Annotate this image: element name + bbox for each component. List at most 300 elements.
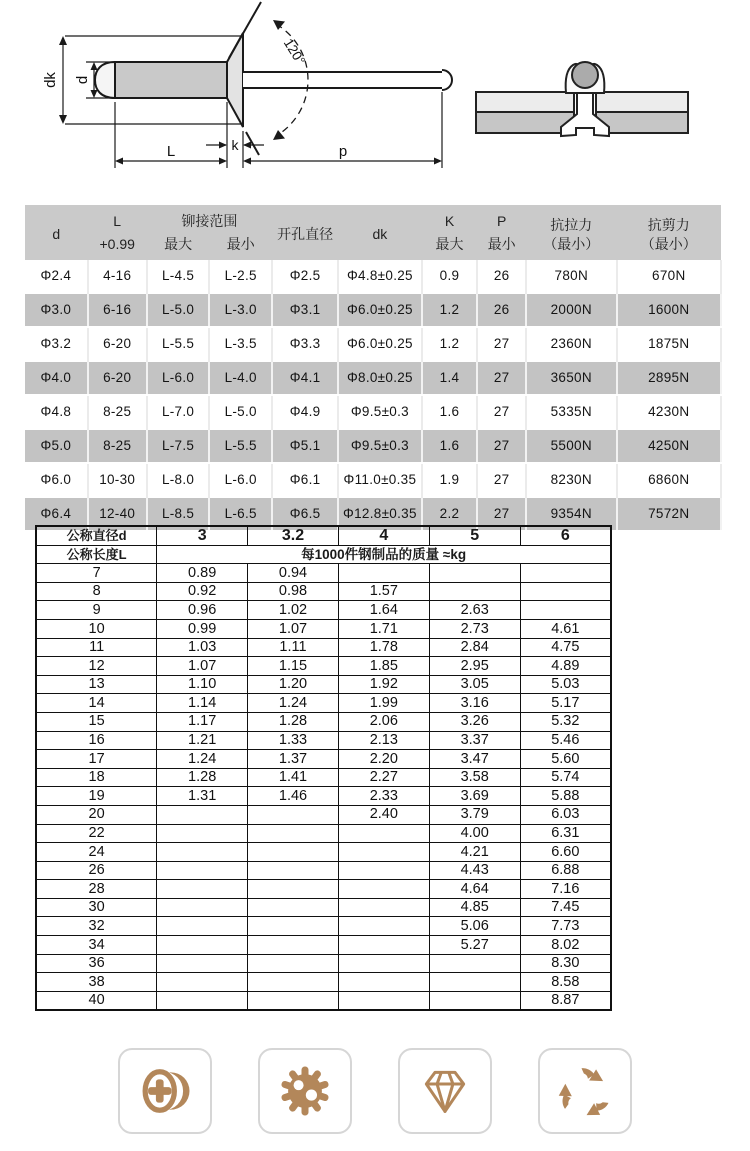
- plate-top-left: [476, 92, 574, 112]
- table-cell: 4.64: [429, 880, 520, 899]
- table-cell: 8-25: [88, 429, 147, 463]
- table-cell: 4.21: [429, 843, 520, 862]
- table-cell: 12: [36, 657, 157, 676]
- table-cell: 17: [36, 750, 157, 769]
- table-cell: 27: [477, 463, 526, 497]
- diameter-3: 3: [157, 526, 248, 545]
- col-P: P: [477, 205, 526, 233]
- table-row: [36, 917, 611, 936]
- tensile-label: 抗拉力: [550, 217, 593, 233]
- table-row: [36, 619, 611, 638]
- table-cell: [520, 564, 611, 583]
- table-cell: [338, 954, 429, 973]
- table-cell: 6-16: [88, 293, 147, 327]
- table-cell: 14: [36, 694, 157, 713]
- col-shear: [617, 205, 721, 260]
- dim-label-k: k: [231, 137, 239, 153]
- diameter-4: 4: [338, 526, 429, 545]
- table-row: [36, 731, 611, 750]
- table-cell: 5.60: [520, 750, 611, 769]
- table-cell: 1.20: [248, 675, 339, 694]
- table-cell: 1.37: [248, 750, 339, 769]
- table-cell: 5.27: [429, 936, 520, 955]
- mandrel-stem: [243, 72, 442, 88]
- table-cell: [338, 564, 429, 583]
- table-cell: 13: [36, 675, 157, 694]
- table-cell: 6860N: [617, 463, 721, 497]
- table-cell: 7572N: [617, 497, 721, 531]
- table-cell: 2.40: [338, 805, 429, 824]
- table-cell: [157, 898, 248, 917]
- table-cell: 4230N: [617, 395, 721, 429]
- table-cell: Φ5.0: [25, 429, 88, 463]
- table-row: [36, 750, 611, 769]
- table-cell: 2.27: [338, 768, 429, 787]
- table-cell: [338, 917, 429, 936]
- table-cell: 10-30: [88, 463, 147, 497]
- table-cell: Φ4.8±0.25: [338, 260, 422, 293]
- table-cell: L-5.5: [209, 429, 272, 463]
- table-cell: L-2.5: [209, 260, 272, 293]
- table-cell: 20: [36, 805, 157, 824]
- spec-table-body: [25, 260, 721, 531]
- table-cell: Φ8.0±0.25: [338, 361, 422, 395]
- table-cell: 1.24: [157, 750, 248, 769]
- gear-icon: [277, 1063, 333, 1119]
- table-cell: 0.98: [248, 582, 339, 601]
- feature-badge-gear: [258, 1048, 352, 1134]
- table-cell: Φ6.1: [272, 463, 338, 497]
- table-cell: 26: [477, 293, 526, 327]
- table-cell: Φ6.0±0.25: [338, 293, 422, 327]
- table-cell: 4.00: [429, 824, 520, 843]
- table-row: [36, 675, 611, 694]
- table-cell: 1600N: [617, 293, 721, 327]
- table-cell: 2.33: [338, 787, 429, 806]
- table-row: [25, 260, 721, 293]
- col-hole-diameter: 开孔直径: [272, 205, 338, 260]
- table-cell: [429, 582, 520, 601]
- table-cell: 2.2: [422, 497, 478, 531]
- table-cell: [157, 973, 248, 992]
- table-cell: Φ3.0: [25, 293, 88, 327]
- table-cell: [157, 805, 248, 824]
- table-cell: [248, 991, 339, 1010]
- table-cell: 10: [36, 619, 157, 638]
- table-cell: [157, 824, 248, 843]
- table-cell: [248, 824, 339, 843]
- table-cell: [520, 601, 611, 620]
- table-cell: 5.46: [520, 731, 611, 750]
- table-row: [36, 694, 611, 713]
- table-cell: 27: [477, 361, 526, 395]
- table-cell: 1.57: [338, 582, 429, 601]
- col-P-min: 最小: [477, 233, 526, 260]
- table-cell: 6.88: [520, 861, 611, 880]
- table-cell: [248, 954, 339, 973]
- table-cell: Φ6.0±0.25: [338, 327, 422, 361]
- dim-label-dk: dk: [42, 72, 59, 88]
- table-cell: 1.28: [157, 768, 248, 787]
- table-cell: [157, 843, 248, 862]
- table-cell: 4-16: [88, 260, 147, 293]
- table-cell: L-8.0: [147, 463, 210, 497]
- table-row: [36, 768, 611, 787]
- table-cell: [429, 954, 520, 973]
- table-cell: 670N: [617, 260, 721, 293]
- weight-table-header: [36, 526, 611, 564]
- col-K-max: 最大: [422, 233, 478, 260]
- table-cell: [248, 880, 339, 899]
- table-cell: L-6.0: [147, 361, 210, 395]
- col-L: L: [88, 205, 147, 233]
- table-cell: Φ6.0: [25, 463, 88, 497]
- table-cell: 1.07: [248, 619, 339, 638]
- table-cell: 2.95: [429, 657, 520, 676]
- rivet-body: [115, 62, 227, 98]
- table-cell: 30: [36, 898, 157, 917]
- table-row: [36, 880, 611, 899]
- weight-subtitle: 每1000件钢制品的质量 ≈kg: [157, 545, 611, 564]
- table-row: [36, 805, 611, 824]
- rivet-dimension-diagram: [10, 0, 470, 190]
- table-cell: 4.43: [429, 861, 520, 880]
- table-cell: 1.85: [338, 657, 429, 676]
- table-cell: 3.05: [429, 675, 520, 694]
- table-cell: 5335N: [526, 395, 616, 429]
- table-cell: 5.03: [520, 675, 611, 694]
- corner-nominal-diameter: 公称直径d: [36, 526, 157, 545]
- table-cell: 2895N: [617, 361, 721, 395]
- table-cell: L-5.0: [147, 293, 210, 327]
- col-L-tolerance: +0.99: [88, 233, 147, 260]
- table-cell: 6.31: [520, 824, 611, 843]
- table-row: [36, 861, 611, 880]
- table-cell: [338, 991, 429, 1010]
- table-cell: 8.02: [520, 936, 611, 955]
- table-cell: 6.03: [520, 805, 611, 824]
- table-cell: L-7.5: [147, 429, 210, 463]
- table-cell: 1.14: [157, 694, 248, 713]
- table-cell: 8.58: [520, 973, 611, 992]
- table-cell: 6-20: [88, 361, 147, 395]
- weight-table: [35, 525, 612, 1011]
- table-row: [25, 395, 721, 429]
- shear-label: 抗剪力: [647, 217, 690, 233]
- table-cell: 4.89: [520, 657, 611, 676]
- table-cell: L-5.5: [147, 327, 210, 361]
- table-row: [36, 638, 611, 657]
- table-cell: [157, 917, 248, 936]
- table-cell: 38: [36, 973, 157, 992]
- table-row: [36, 843, 611, 862]
- table-cell: 1.10: [157, 675, 248, 694]
- table-cell: 5500N: [526, 429, 616, 463]
- table-cell: L-7.0: [147, 395, 210, 429]
- col-dk: dk: [338, 205, 422, 260]
- table-cell: 780N: [526, 260, 616, 293]
- table-cell: 19: [36, 787, 157, 806]
- table-cell: 0.99: [157, 619, 248, 638]
- table-cell: 1.99: [338, 694, 429, 713]
- table-cell: 27: [477, 395, 526, 429]
- mandrel-head-dome: [95, 62, 115, 98]
- table-cell: 1.64: [338, 601, 429, 620]
- table-cell: 4.85: [429, 898, 520, 917]
- table-cell: 1.2: [422, 327, 478, 361]
- table-cell: 0.89: [157, 564, 248, 583]
- table-cell: 11: [36, 638, 157, 657]
- table-cell: L-3.5: [209, 327, 272, 361]
- table-cell: 2.13: [338, 731, 429, 750]
- table-row: [36, 824, 611, 843]
- spec-table-header: [25, 205, 721, 260]
- table-cell: Φ6.4: [25, 497, 88, 531]
- table-cell: 3.16: [429, 694, 520, 713]
- col-rivet-range: 铆接范围: [147, 205, 272, 233]
- col-range-max: 最大: [147, 233, 210, 260]
- table-cell: 7.45: [520, 898, 611, 917]
- table-cell: L-6.5: [209, 497, 272, 531]
- table-cell: [157, 954, 248, 973]
- feature-badge-diamond: [398, 1048, 492, 1134]
- table-cell: Φ4.9: [272, 395, 338, 429]
- table-cell: Φ4.0: [25, 361, 88, 395]
- table-cell: 0.96: [157, 601, 248, 620]
- table-row: [36, 582, 611, 601]
- table-cell: Φ12.8±0.35: [338, 497, 422, 531]
- table-row: [36, 898, 611, 917]
- table-cell: 7.16: [520, 880, 611, 899]
- table-cell: 3.47: [429, 750, 520, 769]
- diameter-5: 5: [429, 526, 520, 545]
- table-cell: 6-20: [88, 327, 147, 361]
- table-cell: L-5.0: [209, 395, 272, 429]
- table-cell: 8.30: [520, 954, 611, 973]
- table-cell: Φ9.5±0.3: [338, 395, 422, 429]
- table-cell: [338, 880, 429, 899]
- table-cell: 1.6: [422, 395, 478, 429]
- table-cell: 9354N: [526, 497, 616, 531]
- table-cell: [338, 936, 429, 955]
- table-row: [25, 327, 721, 361]
- col-K: K: [422, 205, 478, 233]
- table-cell: 8.87: [520, 991, 611, 1010]
- table-cell: [248, 917, 339, 936]
- table-cell: 28: [36, 880, 157, 899]
- table-cell: Φ4.1: [272, 361, 338, 395]
- table-cell: [157, 861, 248, 880]
- table-cell: [248, 973, 339, 992]
- table-cell: Φ2.4: [25, 260, 88, 293]
- table-cell: L-3.0: [209, 293, 272, 327]
- table-cell: 12-40: [88, 497, 147, 531]
- angle-label: 120°: [280, 35, 309, 68]
- table-cell: [429, 973, 520, 992]
- table-cell: 1.17: [157, 712, 248, 731]
- table-cell: Φ3.2: [25, 327, 88, 361]
- table-cell: [520, 582, 611, 601]
- table-cell: 1.6: [422, 429, 478, 463]
- table-row: [25, 429, 721, 463]
- table-cell: 1.03: [157, 638, 248, 657]
- table-row: [36, 564, 611, 583]
- table-cell: 16: [36, 731, 157, 750]
- table-cell: 5.88: [520, 787, 611, 806]
- table-cell: [248, 861, 339, 880]
- table-cell: 1.28: [248, 712, 339, 731]
- table-cell: 1.92: [338, 675, 429, 694]
- table-row: [25, 463, 721, 497]
- table-cell: L-8.5: [147, 497, 210, 531]
- table-cell: 5.32: [520, 712, 611, 731]
- table-cell: 1.15: [248, 657, 339, 676]
- diameter-3-2: 3.2: [248, 526, 339, 545]
- table-cell: [157, 936, 248, 955]
- table-cell: 1.24: [248, 694, 339, 713]
- table-cell: 2.73: [429, 619, 520, 638]
- table-cell: 2.20: [338, 750, 429, 769]
- table-cell: [429, 564, 520, 583]
- table-cell: 8230N: [526, 463, 616, 497]
- table-cell: L-4.5: [147, 260, 210, 293]
- table-cell: Φ9.5±0.3: [338, 429, 422, 463]
- table-cell: 1.78: [338, 638, 429, 657]
- table-cell: 0.92: [157, 582, 248, 601]
- table-cell: Φ3.1: [272, 293, 338, 327]
- table-cell: 36: [36, 954, 157, 973]
- table-cell: 34: [36, 936, 157, 955]
- plate-bottom-left: [476, 112, 574, 133]
- table-cell: [157, 991, 248, 1010]
- table-cell: L-6.0: [209, 463, 272, 497]
- table-cell: 1.41: [248, 768, 339, 787]
- table-row: [25, 361, 721, 395]
- dim-label-L: L: [166, 143, 176, 160]
- table-cell: 27: [477, 497, 526, 531]
- table-row: [36, 601, 611, 620]
- table-cell: [248, 936, 339, 955]
- table-cell: [157, 880, 248, 899]
- tensile-min-label: （最小）: [543, 235, 600, 252]
- feature-badge-recycle: [538, 1048, 632, 1134]
- table-cell: 0.94: [248, 564, 339, 583]
- spec-table: [25, 205, 722, 532]
- table-cell: Φ11.0±0.35: [338, 463, 422, 497]
- table-cell: [248, 805, 339, 824]
- table-cell: 3.58: [429, 768, 520, 787]
- table-row: [36, 991, 611, 1010]
- table-cell: 27: [477, 429, 526, 463]
- table-cell: 2.06: [338, 712, 429, 731]
- table-cell: 3.37: [429, 731, 520, 750]
- table-cell: 1.2: [422, 293, 478, 327]
- feature-icons: [0, 1048, 750, 1134]
- table-cell: 4.61: [520, 619, 611, 638]
- table-cell: 9: [36, 601, 157, 620]
- table-cell: 2.63: [429, 601, 520, 620]
- table-cell: 1.46: [248, 787, 339, 806]
- table-row: [36, 954, 611, 973]
- table-cell: 1.4: [422, 361, 478, 395]
- table-cell: Φ5.1: [272, 429, 338, 463]
- col-d: d: [25, 205, 88, 260]
- table-row: [36, 973, 611, 992]
- table-cell: [338, 824, 429, 843]
- table-cell: 3650N: [526, 361, 616, 395]
- screw-head-icon: [137, 1063, 193, 1119]
- table-row: [36, 712, 611, 731]
- table-row: [36, 657, 611, 676]
- rivet-installed-diagram: [470, 15, 700, 150]
- table-cell: [248, 898, 339, 917]
- table-cell: 7: [36, 564, 157, 583]
- table-cell: 1.9: [422, 463, 478, 497]
- table-cell: 5.06: [429, 917, 520, 936]
- table-row: [36, 787, 611, 806]
- table-cell: 1.31: [157, 787, 248, 806]
- dim-label-p: p: [338, 143, 348, 160]
- table-cell: 1.21: [157, 731, 248, 750]
- table-cell: 1.71: [338, 619, 429, 638]
- table-cell: 8-25: [88, 395, 147, 429]
- table-cell: 0.9: [422, 260, 478, 293]
- table-cell: [248, 843, 339, 862]
- table-cell: 1875N: [617, 327, 721, 361]
- table-cell: 6.60: [520, 843, 611, 862]
- table-cell: L-4.0: [209, 361, 272, 395]
- table-cell: 15: [36, 712, 157, 731]
- table-row: [25, 293, 721, 327]
- table-cell: [338, 861, 429, 880]
- table-cell: 5.17: [520, 694, 611, 713]
- shear-min-label: （最小）: [640, 235, 697, 252]
- col-range-min: 最小: [209, 233, 272, 260]
- broken-mandrel-ball: [572, 62, 598, 88]
- table-cell: Φ3.3: [272, 327, 338, 361]
- table-cell: 22: [36, 824, 157, 843]
- recycle-icon: [557, 1063, 613, 1119]
- col-tensile: [526, 205, 616, 260]
- table-cell: 2.84: [429, 638, 520, 657]
- table-cell: 7.73: [520, 917, 611, 936]
- diameter-6: 6: [520, 526, 611, 545]
- dim-label-d: d: [74, 75, 91, 85]
- table-cell: 2000N: [526, 293, 616, 327]
- table-cell: [338, 973, 429, 992]
- weight-table-body: [36, 564, 611, 1011]
- table-cell: [429, 991, 520, 1010]
- table-cell: 4250N: [617, 429, 721, 463]
- table-cell: 24: [36, 843, 157, 862]
- table-cell: 26: [477, 260, 526, 293]
- corner-nominal-length: 公称长度L: [36, 545, 157, 564]
- table-cell: 3.79: [429, 805, 520, 824]
- table-cell: 5.74: [520, 768, 611, 787]
- table-cell: Φ2.5: [272, 260, 338, 293]
- feature-badge-screw: [118, 1048, 212, 1134]
- table-cell: 18: [36, 768, 157, 787]
- plate-top-right: [596, 92, 688, 112]
- table-cell: 32: [36, 917, 157, 936]
- table-cell: 1.02: [248, 601, 339, 620]
- diamond-icon: [417, 1063, 473, 1119]
- table-cell: Φ6.5: [272, 497, 338, 531]
- table-cell: 40: [36, 991, 157, 1010]
- table-cell: 1.11: [248, 638, 339, 657]
- table-cell: Φ4.8: [25, 395, 88, 429]
- table-cell: 3.26: [429, 712, 520, 731]
